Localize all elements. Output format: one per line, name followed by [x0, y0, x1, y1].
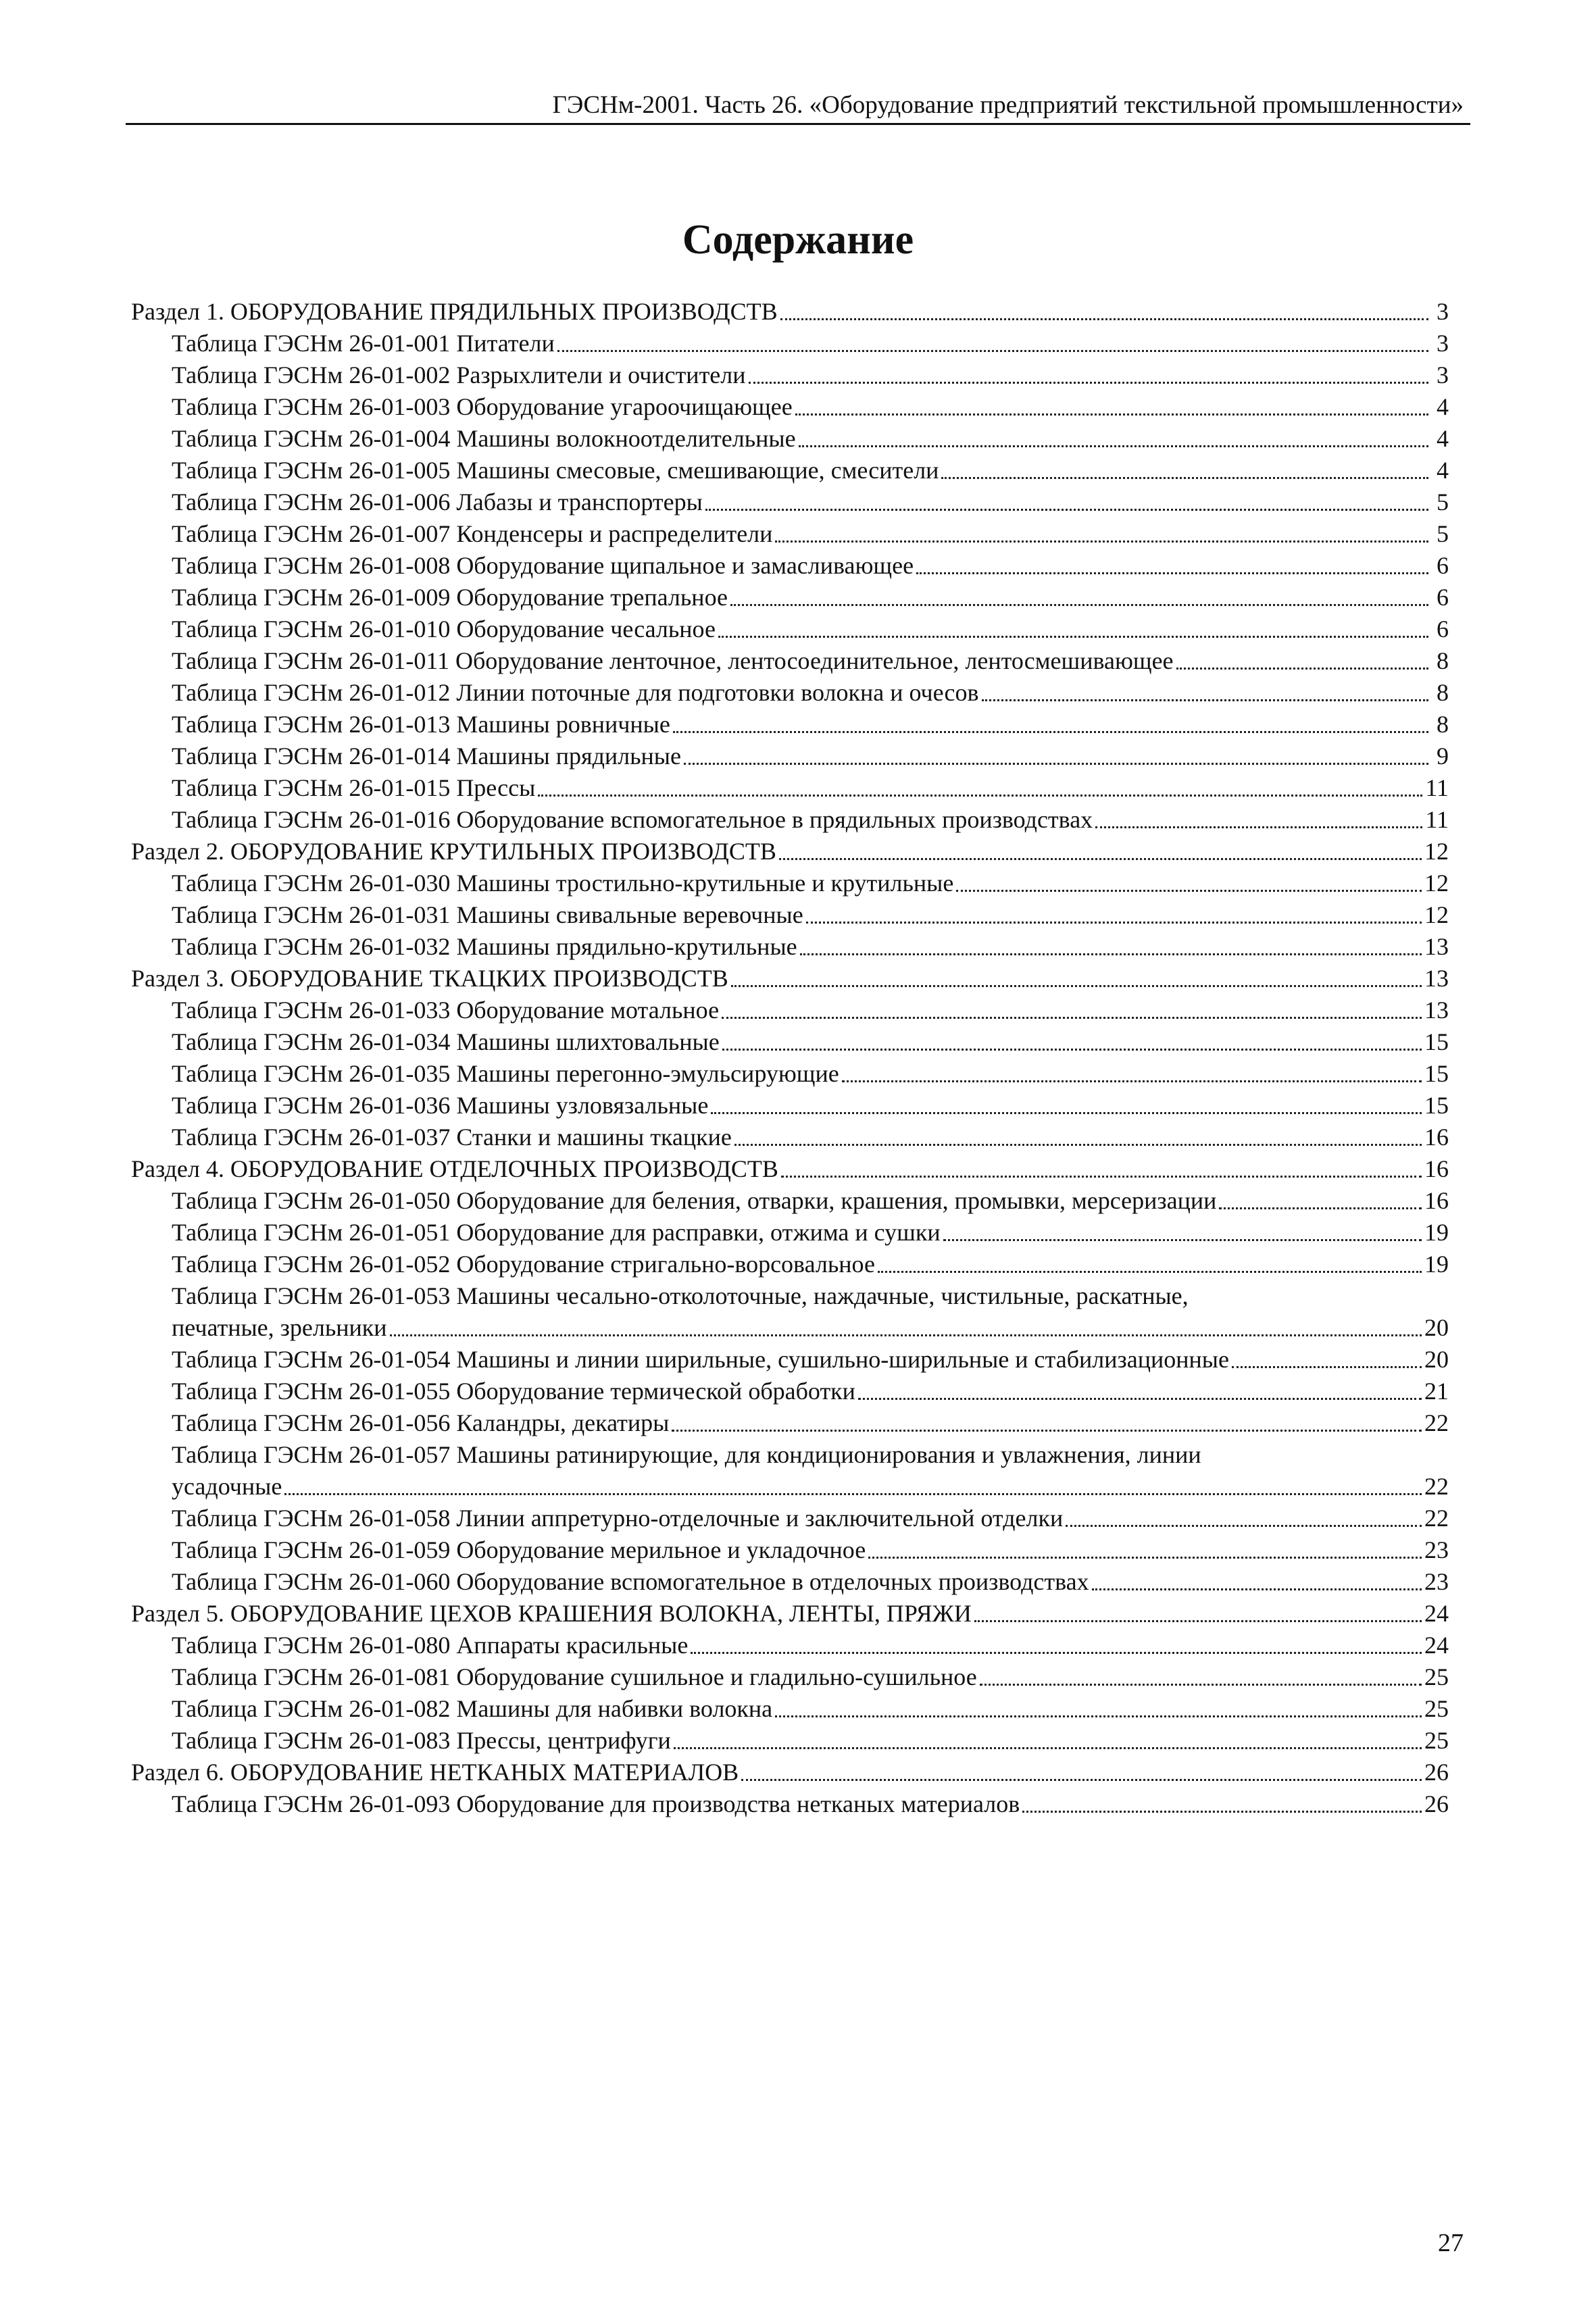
toc-table-entry [131, 1217, 1449, 1249]
toc-entry-text: Таблица ГЭСНм 26-01-014 Машины прядильные [172, 743, 681, 770]
toc-entry-text: Таблица ГЭСНм 26-01-004 Машины волокноотделительные [172, 425, 796, 452]
toc-entry-text: Таблица ГЭСНм 26-01-031 Машины свивальные веревочные [172, 901, 803, 928]
running-title: ГЭСНм-2001. Часть 26. «Оборудование предприятий текстильной промышленности» [552, 91, 1464, 119]
toc-table-entry [131, 1630, 1449, 1661]
toc-leader-dots [781, 1175, 1422, 1178]
toc-entry-text: Таблица ГЭСНм 26-01-081 Оборудование сушильное и гладильно-сушильное [172, 1663, 977, 1690]
toc-table-entry [131, 867, 1449, 899]
toc-leader-dots [749, 381, 1428, 384]
toc-entry-text: Таблица ГЭСНм 26-01-030 Машины тростильно-крутильные и крутильные [172, 870, 954, 897]
table-of-contents [131, 296, 1449, 1820]
toc-leader-dots [731, 984, 1422, 987]
toc-table-entry [131, 1725, 1449, 1757]
toc-entry-text: Таблица ГЭСНм 26-01-060 Оборудование вспомогательное в отделочных производствах [172, 1568, 1089, 1595]
toc-entry-text: Таблица ГЭСНм 26-01-055 Оборудование термической обработки [172, 1378, 855, 1405]
toc-entry-text: Таблица ГЭСНм 26-01-058 Линии аппретурно-отделочные и заключительной отделки [172, 1505, 1064, 1532]
toc-section-entry [131, 1757, 1449, 1788]
toc-table-entry [131, 1249, 1449, 1280]
toc-table-entry [131, 1693, 1449, 1725]
toc-leader-dots [868, 1556, 1422, 1559]
toc-table-entry [131, 772, 1449, 804]
toc-leader-dots [795, 413, 1428, 416]
toc-entry-text: усадочные [172, 1473, 282, 1500]
running-header [126, 81, 1470, 125]
toc-entry-text: Таблица ГЭСНм 26-01-050 Оборудование для беления, отварки, крашения, промывки, мерсеризации [172, 1187, 1217, 1214]
toc-entry-text: Таблица ГЭСНм 26-01-007 Конденсеры и распределители [172, 520, 773, 547]
toc-leader-dots [722, 1048, 1422, 1051]
toc-table-entry [131, 1788, 1449, 1820]
toc-entry-text: Таблица ГЭСНм 26-01-015 Прессы [172, 774, 536, 801]
toc-page-number: 26 [1424, 1790, 1449, 1817]
toc-page-number: 5 [1437, 520, 1449, 547]
toc-table-entry [131, 1661, 1449, 1693]
toc-page-number: 5 [1437, 488, 1449, 515]
toc-page-number: 25 [1424, 1663, 1449, 1690]
toc-leader-dots [673, 730, 1428, 733]
toc-leader-dots [1219, 1207, 1422, 1209]
toc-entry-text: Таблица ГЭСНм 26-01-034 Машины шлихтовальные [172, 1028, 720, 1055]
toc-leader-dots [1092, 1588, 1422, 1590]
toc-page-number: 16 [1424, 1187, 1449, 1214]
toc-leader-dots [1176, 667, 1428, 670]
toc-entry-text: Таблица ГЭСНм 26-01-033 Оборудование мотальное [172, 997, 720, 1024]
toc-table-entry [131, 455, 1449, 486]
toc-entry-text: Таблица ГЭСНм 26-01-035 Машины перегонно-эмульсирующие [172, 1060, 839, 1087]
toc-leader-dots [684, 762, 1428, 765]
toc-leader-dots [718, 635, 1428, 638]
toc-section-entry [131, 1153, 1449, 1185]
toc-entry-text: Таблица ГЭСНм 26-01-082 Машины для набивки волокна [172, 1695, 773, 1722]
toc-page-number: 4 [1437, 425, 1449, 452]
toc-leader-dots [775, 540, 1428, 543]
toc-leader-dots [1232, 1365, 1422, 1368]
toc-leader-dots [858, 1397, 1422, 1400]
toc-leader-dots [538, 794, 1422, 797]
page-title: Содержание [682, 217, 914, 263]
toc-page-number: 4 [1437, 457, 1449, 484]
toc-page-number: 3 [1437, 330, 1449, 357]
toc-page-number: 16 [1424, 1124, 1449, 1151]
toc-page-number: 15 [1424, 1028, 1449, 1055]
toc-table-entry [131, 328, 1449, 359]
toc-entry-text: Таблица ГЭСНм 26-01-006 Лабазы и транспортеры [172, 488, 703, 515]
toc-table-entry [131, 423, 1449, 455]
toc-page-number: 23 [1424, 1536, 1449, 1563]
toc-table-entry [131, 709, 1449, 740]
toc-leader-dots [1022, 1810, 1422, 1813]
toc-leader-dots [941, 476, 1428, 479]
toc-entry-text: Таблица ГЭСНм 26-01-059 Оборудование мерильное и укладочное [172, 1536, 866, 1563]
toc-table-entry [131, 359, 1449, 391]
toc-page-number: 8 [1437, 647, 1449, 674]
toc-leader-dots [974, 1619, 1422, 1622]
toc-entry-text: Таблица ГЭСНм 26-01-003 Оборудование угароочищающее [172, 393, 793, 420]
toc-leader-dots [779, 857, 1422, 860]
toc-leader-dots [284, 1492, 1422, 1495]
toc-page-number: 19 [1424, 1219, 1449, 1246]
toc-page-number: 8 [1437, 679, 1449, 706]
toc-entry-text: Таблица ГЭСНм 26-01-016 Оборудование вспомогательное в прядильных производствах [172, 806, 1093, 833]
toc-leader-dots [780, 318, 1428, 320]
toc-entry-text: Таблица ГЭСНм 26-01-036 Машины узловязальные [172, 1092, 709, 1119]
toc-page-number: 6 [1437, 584, 1449, 611]
toc-page-number: 26 [1424, 1759, 1449, 1786]
toc-leader-dots [842, 1080, 1422, 1082]
toc-leader-dots [557, 349, 1428, 352]
toc-table-entry [131, 1344, 1449, 1376]
toc-table-entry [131, 1566, 1449, 1598]
toc-page-number: 22 [1424, 1473, 1449, 1500]
toc-page-number: 22 [1424, 1409, 1449, 1436]
toc-page-number: 16 [1424, 1155, 1449, 1182]
toc-page-number: 25 [1424, 1727, 1449, 1754]
toc-page-number: 22 [1424, 1505, 1449, 1532]
toc-entry-text: Таблица ГЭСНм 26-01-056 Каландры, декатиры [172, 1409, 670, 1436]
toc-page-number: 25 [1424, 1695, 1449, 1722]
toc-table-entry [131, 518, 1449, 550]
toc-entry-text: Таблица ГЭСНм 26-01-008 Оборудование щипальное и замасливающее [172, 552, 914, 579]
toc-table-entry [131, 1376, 1449, 1407]
toc-table-entry [131, 995, 1449, 1026]
toc-table-entry [131, 486, 1449, 518]
toc-entry-text: Раздел 3. ОБОРУДОВАНИЕ ТКАЦКИХ ПРОИЗВОДСТВ [131, 965, 728, 992]
toc-page-number: 8 [1437, 711, 1449, 738]
toc-table-entry [131, 1407, 1449, 1439]
toc-entry-text: Раздел 4. ОБОРУДОВАНИЕ ОТДЕЛОЧНЫХ ПРОИЗВОДСТВ [131, 1155, 778, 1182]
toc-page-number: 9 [1437, 743, 1449, 770]
toc-entry-text: Таблица ГЭСНм 26-01-083 Прессы, центрифуги [172, 1727, 671, 1754]
toc-leader-dots [878, 1270, 1422, 1273]
toc-table-entry [131, 1090, 1449, 1122]
toc-entry-text: Раздел 6. ОБОРУДОВАНИЕ НЕТКАНЫХ МАТЕРИАЛОВ [131, 1759, 739, 1786]
toc-table-entry [131, 899, 1449, 931]
toc-page-number: 11 [1425, 806, 1449, 833]
toc-page-number: 13 [1424, 933, 1449, 960]
toc-leader-dots [674, 1746, 1422, 1749]
toc-leader-dots [980, 1683, 1422, 1686]
toc-entry-text: Таблица ГЭСНм 26-01-053 Машины чесально-отколоточные, наждачные, чистильные, раскатные, [172, 1282, 1189, 1309]
toc-section-entry [131, 963, 1449, 995]
toc-leader-dots [390, 1334, 1422, 1336]
toc-page-number: 21 [1424, 1378, 1449, 1405]
toc-entry-text: Таблица ГЭСНм 26-01-032 Машины прядильно-крутильные [172, 933, 797, 960]
toc-entry-text: Таблица ГЭСНм 26-01-012 Линии поточные для подготовки волокна и очесов [172, 679, 979, 706]
toc-table-entry [131, 391, 1449, 423]
toc-entry-text: Таблица ГЭСНм 26-01-005 Машины смесовые, смешивающие, смесители [172, 457, 939, 484]
toc-leader-dots [734, 1143, 1422, 1146]
toc-table-entry [131, 613, 1449, 645]
toc-page-number: 19 [1424, 1251, 1449, 1278]
page-number: 27 [1438, 2229, 1464, 2257]
toc-page-number: 12 [1424, 901, 1449, 928]
toc-page-number: 11 [1425, 774, 1449, 801]
toc-table-entry [131, 1534, 1449, 1566]
toc-page-number: 15 [1424, 1092, 1449, 1119]
toc-table-entry [131, 740, 1449, 772]
toc-page-number: 13 [1424, 965, 1449, 992]
toc-page-number: 24 [1424, 1600, 1449, 1627]
toc-table-entry [131, 677, 1449, 709]
toc-leader-dots [775, 1715, 1422, 1717]
toc-entry-text: Таблица ГЭСНм 26-01-057 Машины ратинирующие, для кондиционирования и увлажнения, линии [172, 1441, 1201, 1468]
toc-page-number: 20 [1424, 1314, 1449, 1341]
toc-leader-dots [672, 1429, 1422, 1432]
toc-section-entry [131, 1598, 1449, 1630]
toc-table-entry [131, 1122, 1449, 1153]
toc-page-number: 4 [1437, 393, 1449, 420]
toc-entry-text: Раздел 5. ОБОРУДОВАНИЕ ЦЕХОВ КРАШЕНИЯ ВОЛОКНА, ЛЕНТЫ, ПРЯЖИ [131, 1600, 972, 1627]
toc-page-number: 15 [1424, 1060, 1449, 1087]
toc-table-entry [131, 645, 1449, 677]
toc-leader-dots [1095, 826, 1422, 828]
toc-leader-dots [705, 508, 1428, 511]
toc-page-number: 20 [1424, 1346, 1449, 1373]
toc-entry-text: Таблица ГЭСНм 26-01-093 Оборудование для производства нетканых материалов [172, 1790, 1020, 1817]
toc-section-entry [131, 296, 1449, 328]
toc-table-entry [131, 931, 1449, 963]
toc-leader-dots [730, 603, 1428, 606]
toc-leader-dots [806, 921, 1422, 924]
toc-leader-dots [1066, 1524, 1422, 1527]
toc-table-entry [131, 1503, 1449, 1534]
toc-entry-text: Таблица ГЭСНм 26-01-052 Оборудование стригально-ворсовальное [172, 1251, 875, 1278]
toc-leader-dots [691, 1651, 1422, 1654]
toc-table-entry [131, 582, 1449, 613]
toc-leader-dots [799, 445, 1428, 447]
toc-entry-text: Раздел 1. ОБОРУДОВАНИЕ ПРЯДИЛЬНЫХ ПРОИЗВОДСТВ [131, 298, 778, 325]
toc-page-number: 6 [1437, 615, 1449, 643]
toc-leader-dots [800, 953, 1422, 955]
toc-table-entry [131, 1471, 1449, 1503]
toc-leader-dots [956, 889, 1422, 892]
toc-entry-text: Таблица ГЭСНм 26-01-009 Оборудование трепальное [172, 584, 728, 611]
toc-entry-text: Раздел 2. ОБОРУДОВАНИЕ КРУТИЛЬНЫХ ПРОИЗВОДСТВ [131, 838, 776, 865]
toc-entry-text: печатные, зрельники [172, 1314, 387, 1341]
toc-leader-dots [916, 572, 1428, 574]
toc-page-number: 3 [1437, 298, 1449, 325]
toc-page-number: 12 [1424, 838, 1449, 865]
toc-entry-text: Таблица ГЭСНм 26-01-051 Оборудование для расправки, отжима и сушки [172, 1219, 941, 1246]
toc-page-number: 13 [1424, 997, 1449, 1024]
toc-page-number: 6 [1437, 552, 1449, 579]
toc-page-number: 3 [1437, 361, 1449, 388]
toc-table-entry [131, 1439, 1449, 1471]
toc-entry-text: Таблица ГЭСНм 26-01-054 Машины и линии ширильные, сушильно-ширильные и стабилизационные [172, 1346, 1229, 1373]
toc-leader-dots [711, 1111, 1422, 1114]
toc-entry-text: Таблица ГЭСНм 26-01-013 Машины ровничные [172, 711, 670, 738]
toc-leader-dots [943, 1238, 1422, 1241]
toc-leader-dots [982, 699, 1428, 701]
toc-entry-text: Таблица ГЭСНм 26-01-010 Оборудование чесальное [172, 615, 716, 643]
toc-page-number: 23 [1424, 1568, 1449, 1595]
toc-page-number: 12 [1424, 870, 1449, 897]
toc-entry-text: Таблица ГЭСНм 26-01-037 Станки и машины ткацкие [172, 1124, 732, 1151]
toc-leader-dots [741, 1778, 1422, 1781]
toc-entry-text: Таблица ГЭСНм 26-01-002 Разрыхлители и очистители [172, 361, 746, 388]
toc-leader-dots [722, 1016, 1422, 1019]
toc-table-entry [131, 550, 1449, 582]
toc-table-entry [131, 1058, 1449, 1090]
toc-table-entry [131, 1185, 1449, 1217]
toc-table-entry [131, 1312, 1449, 1344]
toc-table-entry [131, 1026, 1449, 1058]
toc-section-entry [131, 836, 1449, 867]
toc-page-number: 24 [1424, 1632, 1449, 1659]
toc-table-entry [131, 1280, 1449, 1312]
toc-table-entry [131, 804, 1449, 836]
toc-entry-text: Таблица ГЭСНм 26-01-001 Питатели [172, 330, 555, 357]
toc-entry-text: Таблица ГЭСНм 26-01-011 Оборудование ленточное, лентосоединительное, лентосмешивающее [172, 647, 1174, 674]
toc-entry-text: Таблица ГЭСНм 26-01-080 Аппараты красильные [172, 1632, 689, 1659]
